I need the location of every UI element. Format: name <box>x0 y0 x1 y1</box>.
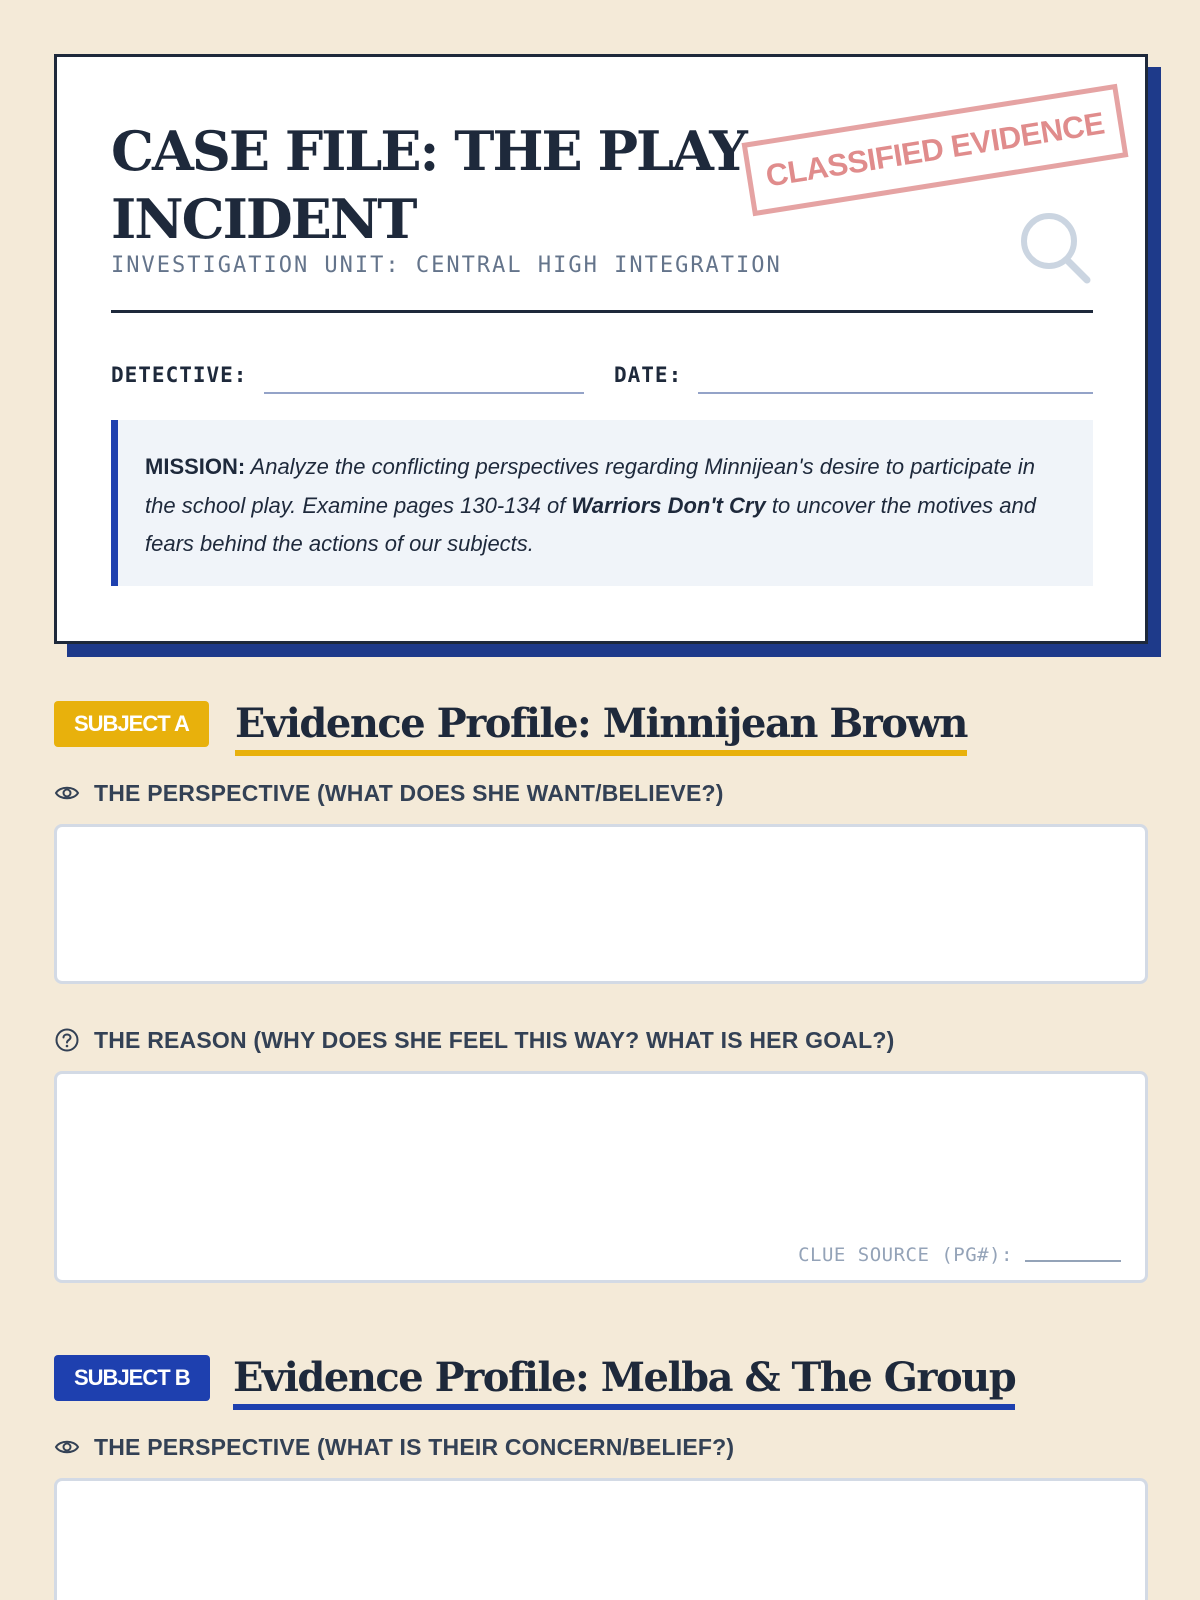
subject-b-perspective-answer[interactable] <box>54 1478 1148 1600</box>
mission-text-after: to uncover the motives and fears behind the actions of our subjects. <box>145 492 1036 556</box>
title-divider <box>111 310 1093 313</box>
subject-b-badge: SUBJECT B <box>54 1355 210 1401</box>
mission-label: MISSION: <box>145 454 246 479</box>
subject-a-perspective-answer[interactable] <box>54 824 1148 984</box>
mission-book-title: Warriors Don't Cry <box>571 492 766 518</box>
detective-label: DETECTIVE: <box>111 363 248 387</box>
subject-b-title: Evidence Profile: Melba & The Group <box>233 1354 1015 1410</box>
case-file-card <box>54 54 1148 644</box>
subject-a-title: Evidence Profile: Minnijean Brown <box>235 700 967 756</box>
investigation-unit: INVESTIGATION UNIT: CENTRAL HIGH INTEGRATION <box>111 253 782 278</box>
subject-a-perspective-label: THE PERSPECTIVE (WHAT DOES SHE WANT/BELIEVE?) <box>94 779 724 806</box>
magnifying-glass-icon <box>1017 209 1095 287</box>
mission-text-before: Analyze the conflicting perspectives regarding Minnijean's desire to participate in the school play. Examine pages 130-134 of <box>145 454 1035 518</box>
subject-a-badge: SUBJECT A <box>54 701 209 747</box>
subject-a-reason-answer[interactable] <box>54 1071 1148 1283</box>
date-field[interactable] <box>698 392 1093 394</box>
subject-a-reason-prompt <box>54 1025 894 1055</box>
question-circle-icon <box>54 1027 80 1053</box>
eye-icon <box>54 1434 80 1460</box>
clue-source <box>798 1244 1121 1266</box>
subject-b-perspective-prompt <box>54 1432 734 1462</box>
subject-a-perspective-prompt <box>54 778 724 808</box>
clue-source-field[interactable] <box>1025 1260 1121 1262</box>
subject-a-reason-label: THE REASON (WHY DOES SHE FEEL THIS WAY? WHAT IS HER GOAL?) <box>94 1026 895 1053</box>
date-label: DATE: <box>614 363 683 387</box>
detective-field[interactable] <box>264 392 584 394</box>
eye-icon <box>54 780 80 806</box>
classified-stamp: CLASSIFIED EVIDENCE <box>742 84 1129 217</box>
mission-box <box>111 420 1093 586</box>
clue-source-label: CLUE SOURCE (PG#): <box>798 1244 1013 1266</box>
subject-b-perspective-label: THE PERSPECTIVE (WHAT IS THEIR CONCERN/BELIEF?) <box>94 1433 735 1460</box>
page-title: CASE FILE: THE PLAY INCIDENT <box>111 119 746 251</box>
